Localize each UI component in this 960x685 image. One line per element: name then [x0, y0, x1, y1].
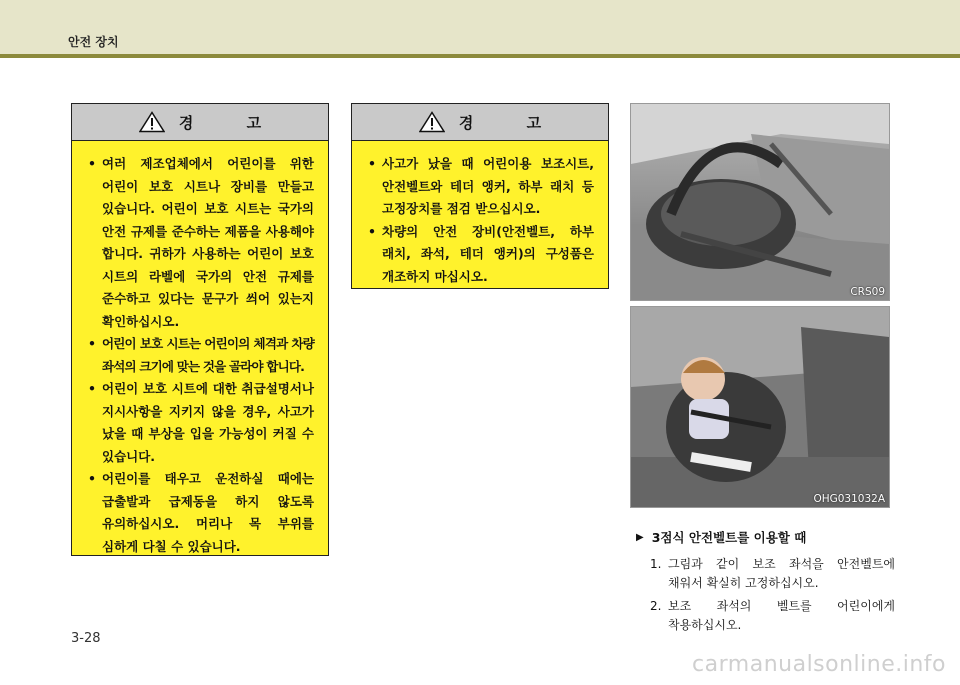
warning-header [72, 104, 328, 141]
warning-item: • 어린이를 태우고 운전하실 때에는 급출발과 급제동을 하지 않도록 유의하십시오. 머리나 목 부위를 심하게 다칠 수 있습니다. [88, 471, 314, 554]
play-triangle-icon: ▶ [636, 531, 644, 543]
howto-step: 2. 보조 좌석의 벨트를 어린이에게 착용하십시오. [650, 599, 895, 632]
warning-heading: 경 고 [458, 113, 566, 132]
header-band [0, 0, 960, 54]
warning-heading: 경 고 [178, 113, 286, 132]
photo-infant-carrier [630, 103, 890, 301]
photo-code: OHG031032A [813, 493, 885, 505]
child-seat-illustration [631, 307, 889, 507]
warning-list [72, 141, 328, 558]
photo-code: CRS09 [850, 286, 885, 298]
warning-item: • 여러 제조업체에서 어린이를 위한 어린이 보호 시트나 장비를 만들고 있습니다. 어린이 보호 시트는 국가의 안전 규제를 준수하는 제품을 사용해야 합니다. 귀하가 사용하는 어린이 보호 시트의 라벨에 국가의 안전 규제를 준수하고 있다는 문구가 씌어 있는지 확인하십시오. [88, 156, 314, 329]
warning-box-right [351, 103, 609, 289]
infant-carrier-illustration [631, 104, 889, 300]
header-divider [0, 54, 960, 58]
howto-step: 1. 그림과 같이 보조 좌석을 안전벨트에 채워서 확실히 고정하십시오. [650, 557, 895, 590]
warning-triangle-icon [139, 111, 165, 133]
howto-title: ▶ 3점식 안전벨트를 이용할 때 [636, 530, 807, 545]
photo-child-seat [630, 306, 890, 508]
warning-box-left [71, 103, 329, 556]
warning-item: • 사고가 났을 때 어린이용 보조시트, 안전벨트와 테더 앵커, 하부 래치 등 고정장치를 점검 받으십시오. [368, 156, 594, 216]
warning-item: • 어린이 보호 시트에 대한 취급설명서나 지시사항을 지키지 않을 경우, 사고가 났을 때 부상을 입을 가능성이 커질 수 있습니다. [88, 381, 314, 464]
warning-header [352, 104, 608, 141]
warning-item: • 어린이 보호 시트는 어린이의 체격과 차량 좌석의 크기에 맞는 것을 골라야 합니다. [88, 336, 314, 374]
watermark: carmanualsonline.info [692, 652, 946, 677]
warning-item: • 차량의 안전 장비(안전벨트, 하부 래치, 좌석, 테더 앵커)의 구성품은 개조하지 마십시오. [368, 223, 594, 284]
page-number: 3-28 [71, 631, 101, 646]
warning-triangle-icon [419, 111, 445, 133]
warning-list [352, 141, 608, 288]
section-title: 안전 장치 [68, 35, 119, 49]
howto-steps [650, 555, 895, 639]
